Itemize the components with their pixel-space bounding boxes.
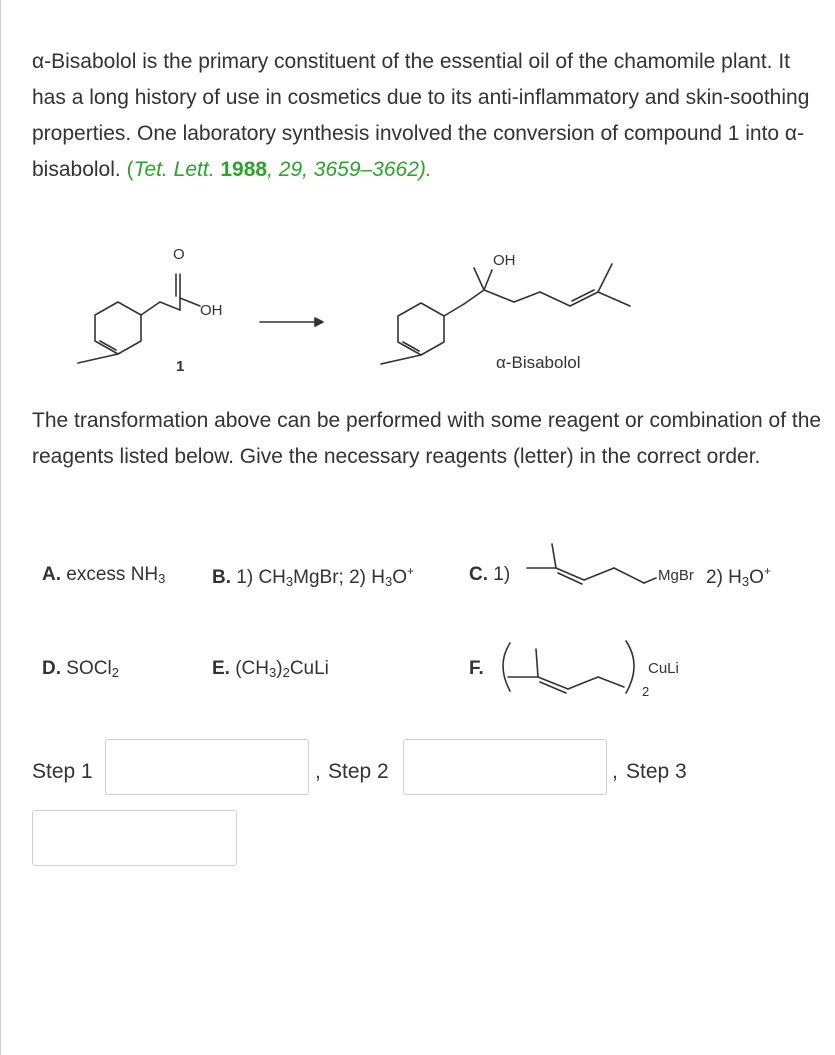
intro-text: α-Bisabolol is the primary constituent of the essential oil of the chamomile plant. It has a long history of use in cosmetics due to its anti-inflammatory and skin-soothing properties. One laboratory synthesis involved the conversion of compound 1 into α-bisabolol. xyxy=(32,50,810,181)
reaction-scheme xyxy=(70,240,690,390)
option-a-subscript: 3 xyxy=(158,571,166,586)
product-ring xyxy=(398,303,444,355)
compound1-chain-2 xyxy=(160,302,180,310)
product-terminal-methyl-1 xyxy=(598,264,612,292)
reference-volume-pages: , 29, 3659–3662). xyxy=(267,158,432,181)
option-b-superscript: + xyxy=(407,564,415,578)
compound1-chain-1 xyxy=(141,302,160,315)
reaction-scheme-drawing xyxy=(70,240,690,390)
step-3-label: Step 3 xyxy=(626,760,687,783)
reaction-arrow-head xyxy=(315,318,323,326)
product-quaternary-c xyxy=(464,290,484,304)
step-1-input[interactable] xyxy=(105,739,309,795)
product-side-chain-1 xyxy=(484,290,514,302)
option-b-text-3: O xyxy=(392,567,408,588)
option-d xyxy=(42,658,119,680)
option-f-subscript: 2 xyxy=(642,684,650,699)
compound1-methyl xyxy=(78,354,118,363)
left-border xyxy=(0,0,1,1055)
option-f-bond-4 xyxy=(568,677,598,689)
option-a-letter: A. xyxy=(42,564,61,585)
option-c-letter: C. xyxy=(469,564,488,585)
option-c-bond-6 xyxy=(644,578,656,583)
option-b-text-2: MgBr; 2) H xyxy=(293,567,385,588)
product-methyl xyxy=(381,355,421,364)
option-b-subscript-1: 3 xyxy=(285,574,294,589)
option-e-subscript-2: 2 xyxy=(282,665,290,680)
step-2-separator: , xyxy=(612,760,618,783)
step-1-separator: , xyxy=(315,760,321,783)
product-side-chain-3 xyxy=(540,292,570,306)
product-oh-bond xyxy=(484,270,492,290)
option-c-step2 xyxy=(706,564,771,589)
reference-journal: Tet. Lett. xyxy=(133,158,215,181)
reference-open: ( xyxy=(126,158,134,181)
step-2-input[interactable] xyxy=(403,739,607,795)
option-c xyxy=(469,564,510,586)
option-f-left-paren xyxy=(503,643,510,691)
option-f xyxy=(469,658,484,680)
product-methyl-2 xyxy=(474,268,484,290)
option-c-text-2: 2) H xyxy=(706,567,742,588)
option-b xyxy=(212,564,414,589)
compound1-oh-label: OH xyxy=(200,302,223,319)
question-text: The transformation above can be performed with some reagent or combination of the reagents listed below. Give the necessary reagents (letter) in the correct order. xyxy=(32,409,822,468)
compound1-number: 1 xyxy=(176,358,185,375)
option-c-text-3: O xyxy=(749,567,764,588)
option-c-subscript: 3 xyxy=(741,574,750,589)
option-d-text: SOCl xyxy=(66,658,112,679)
option-f-right-paren xyxy=(626,641,634,693)
product-side-chain-4 xyxy=(570,292,598,306)
option-c-bond-5 xyxy=(614,568,644,583)
product-chain-1 xyxy=(444,304,464,316)
option-f-bond-2 xyxy=(536,649,538,677)
step-3-input[interactable] xyxy=(32,810,237,866)
option-a-text: excess NH xyxy=(66,564,159,585)
option-c-text-1: 1) xyxy=(493,564,511,585)
option-d-subscript: 2 xyxy=(111,665,119,680)
compound1-oh-bond xyxy=(180,298,200,306)
step-1-label: Step 1 xyxy=(32,760,93,783)
option-c-bond-2 xyxy=(552,544,556,568)
option-b-subscript-2: 3 xyxy=(385,574,393,589)
option-f-letter: F. xyxy=(469,658,484,679)
option-b-letter: B. xyxy=(212,567,231,588)
option-c-bond-4 xyxy=(584,568,614,580)
product-side-chain-2 xyxy=(514,292,540,302)
option-d-letter: D. xyxy=(42,658,61,679)
reference xyxy=(127,158,432,181)
option-e-text-1: (CH xyxy=(235,658,270,679)
step-2-label: Step 2 xyxy=(328,760,389,783)
product-name-label: α-Bisabolol xyxy=(496,353,581,372)
option-a xyxy=(42,564,165,586)
reference-year: 1988 xyxy=(220,158,268,181)
option-c-superscript: + xyxy=(763,564,771,578)
product-oh-label: OH xyxy=(493,252,516,269)
product-terminal-methyl-2 xyxy=(598,292,630,306)
option-f-bond-5 xyxy=(598,677,624,687)
option-e-subscript-1: 3 xyxy=(269,665,277,680)
option-e-letter: E. xyxy=(212,658,230,679)
option-b-text-1: 1) CH xyxy=(236,567,286,588)
option-e xyxy=(212,658,329,680)
option-f-culi: CuLi xyxy=(648,660,679,677)
compound1-ring xyxy=(95,302,141,354)
option-c-mgbr: MgBr xyxy=(658,567,694,584)
intro-paragraph xyxy=(32,44,822,188)
carbonyl-o-label: O xyxy=(173,246,185,263)
option-e-text-3: CuLi xyxy=(289,658,329,679)
option-c-grignard-structure xyxy=(522,538,662,598)
option-e-text-2: ) xyxy=(276,658,283,679)
